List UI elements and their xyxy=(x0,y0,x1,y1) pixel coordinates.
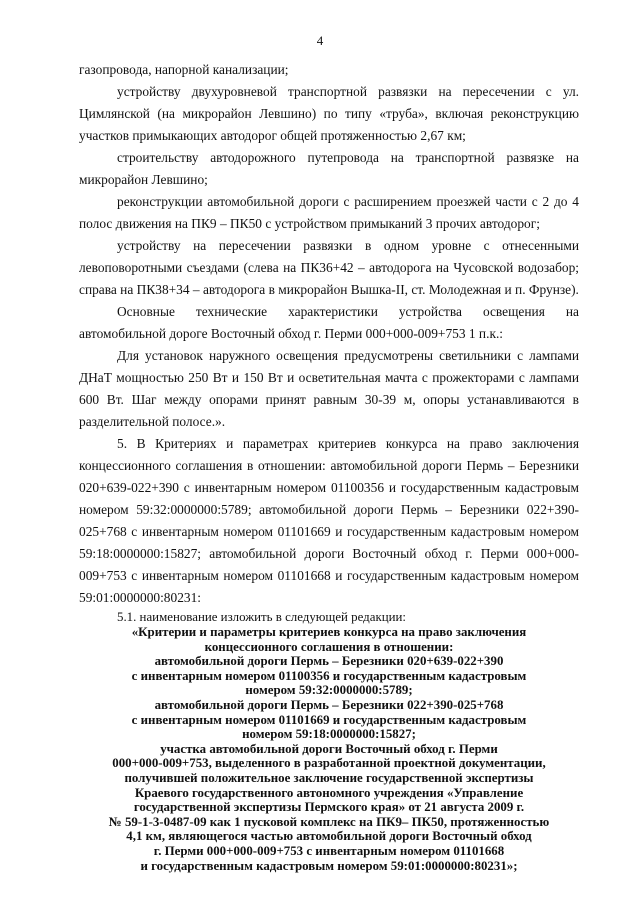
clause-5-1 xyxy=(79,609,579,873)
clause-line: с инвентарным номером 01101669 и государственным кадастровым xyxy=(131,712,527,727)
paragraph-5: устройству на пересечении развязки в одном уровне с отнесенными левоповоротными съездами (слева на ПК36+42 – автодорога на Чусовской водозабор; справа на ПК38+34 – автодорога в микрорайон Вышка-II, ст. Молодежная и п. Фрунзе). xyxy=(79,238,579,297)
paragraph-1: газопровода, напорной канализации; xyxy=(79,62,289,77)
paragraph-8: 5. В Критериях и параметрах критериев конкурса на право заключения концессионного соглашения в отношении: автомобильной дороги Пермь – Березники 020+639-022+390 с инвентарным номером 01100356 и государственным кадастровым номером 59:32:0000000:5789; автомобильной дороги Пермь – Березники 022+390-025+768 с инвентарным номером 01101669 и государственным кадастровым номером 59:18:0000000:15827; автомобильной дороги Восточный обход г. Перми 000+000-009+753 с инвентарным номером 01101668 и государственным кадастровым номером 59:01:0000000:80231: xyxy=(79,436,579,605)
clause-line: № 59-1-3-0487-09 как 1 пусковой комплекс на ПК9– ПК50, протяженностью xyxy=(108,814,550,829)
clause-line: автомобильной дороги Пермь – Березники 020+639-022+390 xyxy=(154,654,504,669)
clause-lead: 5.1. наименование изложить в следующей редакции: xyxy=(117,610,406,624)
clause-line: участка автомобильной дороги Восточный обход г. Перми xyxy=(160,741,498,756)
paragraph-6: Основные технические характеристики устройства освещения на автомобильной дороге Восточный обход г. Перми 000+000-009+753 1 п.к.: xyxy=(79,304,579,341)
clause-line: 000+000-009+753, выделенного в разработанной проектной документации, xyxy=(112,756,546,771)
paragraph-7: Для установок наружного освещения предусмотрены светильники с лампами ДНаТ мощностью 250 Вт и 150 Вт и осветительная мачта с прожекторами с лампами 600 Вт. Шаг между опорами принят равным 30-39 м, опоры устанавливаются в разделительной полосе.». xyxy=(79,348,579,429)
clause-line: концессионного соглашения в отношении: xyxy=(204,639,454,654)
clause-line: государственной экспертизы Пермского края» от 21 августа 2009 г. xyxy=(133,800,525,815)
clause-line: с инвентарным номером 01100356 и государственным кадастровым xyxy=(131,668,527,683)
clause-line: Краевого государственного автономного учреждения «Управление xyxy=(134,785,524,800)
clause-line: получившей положительное заключение государственной экспертизы xyxy=(124,770,534,785)
clause-line: номером 59:18:0000000:15827; xyxy=(242,727,416,742)
paragraph-4: реконструкции автомобильной дороги с расширением проезжей части с 2 до 4 полос движения на ПК9 – ПК50 с устройством примыканий 3 прочих автодорог; xyxy=(79,194,579,231)
paragraph-3: строительству автодорожного путепровода на транспортной развязке на микрорайон Левшино; xyxy=(79,150,579,187)
page-number: 4 xyxy=(316,33,324,48)
document-body xyxy=(79,59,579,873)
clause-line: «Критерии и параметры критериев конкурса на право заключения xyxy=(131,625,527,639)
clause-line: и государственным кадастровым номером 59:01:0000000:80231»; xyxy=(140,858,518,873)
clause-line: номером 59:32:0000000:5789; xyxy=(245,683,413,698)
clause-line: г. Перми 000+000-009+753 с инвентарным номером 01101668 xyxy=(153,843,505,858)
clause-line: автомобильной дороги Пермь – Березники 022+390-025+768 xyxy=(154,697,504,712)
paragraph-2: устройству двухуровневой транспортной развязки на пересечении с ул. Цимлянской (на микрорайон Левшино) по типу «труба», включая реконструкцию участков примыкающих автодорог общей протяженностью 2,67 км; xyxy=(79,84,579,143)
clause-line: 4,1 км, являющегося частью автомобильной дороги Восточный обход xyxy=(126,829,532,844)
